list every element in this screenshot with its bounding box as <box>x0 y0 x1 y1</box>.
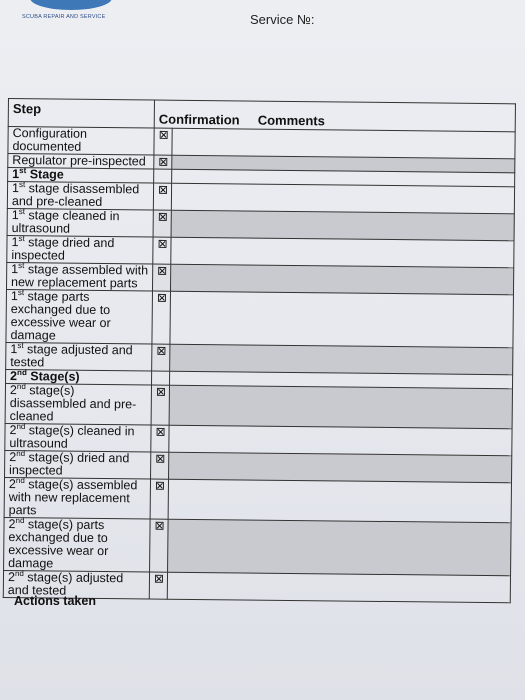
step-text: stage(s) cleaned in ultrasound <box>9 423 135 451</box>
ordinal-suffix: st <box>18 260 25 271</box>
ordinal-suffix: st <box>18 233 25 244</box>
step-number: 2 <box>9 383 17 398</box>
table-row <box>5 383 512 428</box>
confirmation-cell[interactable] <box>149 572 167 599</box>
checked-box-icon[interactable]: ⊠ <box>157 209 168 224</box>
step-number: 1 <box>11 262 19 277</box>
checked-box-icon[interactable]: ⊠ <box>155 451 166 466</box>
table-row <box>6 289 514 347</box>
step-number: 1 <box>10 342 18 357</box>
comments-cell[interactable] <box>169 425 512 456</box>
checklist-table <box>3 98 516 603</box>
comments-cell[interactable] <box>171 210 514 241</box>
checked-box-icon[interactable]: ⊠ <box>157 182 169 197</box>
checked-box-icon[interactable]: ⊠ <box>156 290 168 305</box>
step-cell <box>5 450 151 479</box>
ordinal-suffix: nd <box>14 568 24 579</box>
comments-cell[interactable] <box>169 385 512 429</box>
step-cell <box>8 127 154 156</box>
step-number: 1 <box>12 167 20 182</box>
step-cell <box>5 383 151 425</box>
actions-taken-label: Actions taken <box>14 594 96 608</box>
checked-box-icon[interactable]: ⊠ <box>155 384 167 399</box>
confirmation-cell <box>152 371 170 385</box>
step-cell <box>7 208 153 237</box>
confirmation-cell[interactable] <box>154 155 172 169</box>
step-cell <box>4 517 151 572</box>
step-text: stage(s) parts exchanged due to excessive wear or damage <box>8 517 109 571</box>
checked-box-icon[interactable]: ⊠ <box>154 518 165 533</box>
step-cell <box>6 342 152 371</box>
comments-cell[interactable] <box>170 344 513 375</box>
confirmation-cell[interactable] <box>152 291 171 344</box>
confirmation-cell[interactable] <box>151 385 169 425</box>
step-column-header: Step <box>8 99 154 129</box>
step-cell <box>6 289 153 344</box>
table-row <box>4 517 512 575</box>
step-text: stage(s) dried and inspected <box>9 450 130 478</box>
step-number: 1 <box>11 181 20 196</box>
confirmation-cell[interactable] <box>151 452 169 479</box>
checked-box-icon[interactable]: ⊠ <box>158 154 169 169</box>
confirmation-cell[interactable] <box>151 425 169 452</box>
step-number: 1 <box>11 235 19 250</box>
step-number: 2 <box>8 477 16 492</box>
comments-cell[interactable] <box>167 572 510 603</box>
checked-box-icon[interactable]: ⊠ <box>157 263 168 278</box>
comments-cell[interactable] <box>172 128 515 159</box>
section-label: Stage <box>26 167 64 182</box>
confirmation-comments-header <box>154 100 515 132</box>
step-number: 2 <box>8 517 16 532</box>
ordinal-suffix: st <box>19 179 26 190</box>
ordinal-suffix: nd <box>15 475 25 486</box>
comments-cell[interactable] <box>170 291 514 348</box>
company-logo <box>22 0 106 24</box>
checklist-table-wrap <box>3 98 523 603</box>
confirmation-cell[interactable] <box>153 237 171 264</box>
step-number: 2 <box>10 369 18 384</box>
confirmation-cell[interactable] <box>150 519 169 572</box>
step-text: stage(s) assembled with new replacement parts <box>8 477 138 518</box>
ordinal-suffix: nd <box>17 367 27 378</box>
comments-cell[interactable] <box>170 264 513 295</box>
step-cell <box>6 262 152 291</box>
ordinal-suffix: st <box>17 340 24 351</box>
logo-text: SCUBA REPAIR AND SERVICE <box>22 14 106 20</box>
checked-box-icon[interactable]: ⊠ <box>154 478 166 493</box>
step-number: 2 <box>7 570 16 585</box>
logo-swoosh-icon <box>30 0 112 10</box>
confirmation-cell[interactable] <box>152 264 170 291</box>
step-text: stage parts exchanged due to excessive wear or damage <box>10 289 111 343</box>
confirmation-cell <box>154 169 172 183</box>
comments-column-header: Comments <box>257 112 325 129</box>
ordinal-suffix: nd <box>16 381 26 392</box>
step-text: stage cleaned in ultrasound <box>11 208 120 236</box>
checklist-body <box>3 127 515 603</box>
step-cell <box>7 235 153 264</box>
ordinal-suffix: st <box>19 165 27 176</box>
step-number: 2 <box>9 450 17 465</box>
checked-box-icon[interactable]: ⊠ <box>153 571 165 586</box>
comments-cell[interactable] <box>168 479 511 523</box>
step-text: Regulator pre-inspected <box>12 153 146 169</box>
ordinal-suffix: nd <box>15 515 25 526</box>
step-text: stage dried and inspected <box>11 235 115 263</box>
confirmation-cell[interactable] <box>150 479 168 519</box>
ordinal-suffix: nd <box>16 421 26 432</box>
ordinal-suffix: st <box>18 206 26 217</box>
checked-box-icon[interactable]: ⊠ <box>155 424 166 439</box>
checked-box-icon[interactable]: ⊠ <box>158 127 169 142</box>
step-text: stage assembled with new replacement parts <box>10 262 149 291</box>
service-number-label: Service №: <box>250 12 315 27</box>
step-number: 2 <box>9 423 17 438</box>
step-text: stage(s) adjusted and tested <box>7 570 124 598</box>
section-label: Stage(s) <box>26 369 80 384</box>
step-cell <box>4 477 150 519</box>
step-number: 1 <box>10 289 18 304</box>
confirmation-cell[interactable] <box>154 128 172 155</box>
step-text: Configuration documented <box>12 126 88 154</box>
step-cell <box>7 179 153 211</box>
table-row <box>4 477 511 522</box>
confirmation-cell[interactable] <box>152 344 170 371</box>
confirmation-column-header: Confirmation <box>158 111 240 128</box>
step-text: stage adjusted and tested <box>10 342 133 370</box>
step-text: stage disassembled and pre-cleaned <box>11 181 140 209</box>
ordinal-suffix: st <box>17 287 25 298</box>
confirmation-cell[interactable] <box>153 183 171 210</box>
checked-box-icon[interactable]: ⊠ <box>156 343 167 358</box>
comments-cell[interactable] <box>171 183 514 214</box>
step-cell <box>5 423 151 452</box>
step-text: stage(s) disassembled and pre-cleaned <box>9 383 137 424</box>
comments-cell[interactable] <box>169 452 512 483</box>
confirmation-cell[interactable] <box>153 210 171 237</box>
step-number: 1 <box>11 208 19 223</box>
ordinal-suffix: nd <box>16 448 26 459</box>
checked-box-icon[interactable]: ⊠ <box>157 236 168 251</box>
comments-cell[interactable] <box>168 519 512 576</box>
comments-cell[interactable] <box>171 237 514 268</box>
